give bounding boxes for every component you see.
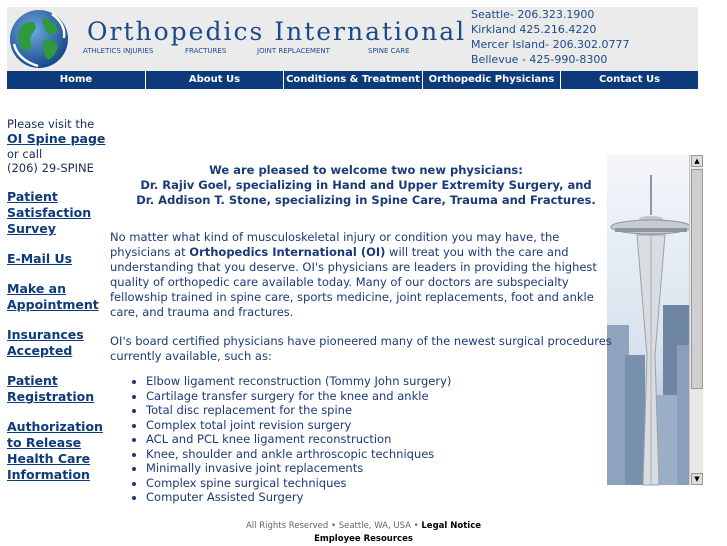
phone-bellevue: Bellevue - 425-990-8300 [471,53,608,66]
nav-home[interactable]: Home [59,74,93,85]
content-scrollbar[interactable] [689,155,703,485]
procedures-intro: OI's board certified physicians have pioneered many of the newest surgical procedures currently available, such as: [110,334,612,363]
specialty-athletics: ATHLETICS INJURIES [83,47,154,55]
main-nav [7,71,698,89]
nav-orthopedic-physicians[interactable]: Orthopedic Physicians [428,74,555,85]
list-item: • Complex total joint revision surgery [146,418,622,433]
brand-name: Orthopedics International [87,17,467,46]
phone-list [471,7,698,67]
employee-resources-link[interactable]: Employee Resources [314,534,413,544]
authorization-release-link[interactable]: Authorization to Release Health Care Information [7,419,103,482]
welcome-line: We are pleased to welcome two new physicians: [209,163,523,177]
oi-spine-link[interactable]: OI Spine page [7,131,106,146]
nav-contact-us[interactable]: Contact Us [598,74,661,85]
visit-text: Please visit the [7,117,95,131]
procedures-list [146,374,622,505]
welcome-announcement [110,163,622,208]
phone-seattle: Seattle- 206.323.1900 [471,8,595,21]
main-text [110,155,622,505]
patient-satisfaction-survey-link[interactable]: Patient Satisfaction Survey [7,189,92,236]
phone-mercer-island: Mercer Island- 206.302.0777 [471,38,630,51]
scroll-thumb[interactable] [691,169,703,389]
specialty-joint: JOINT REPLACEMENT [257,47,330,55]
specialty-fractures: FRACTURES [185,47,227,55]
scroll-down-icon[interactable]: ▼ [691,473,703,485]
scroll-up-icon[interactable]: ▲ [691,155,703,167]
phone-kirkland: Kirkland 425.216.4220 [471,23,597,36]
specialty-spine: SPINE CARE [368,47,410,55]
list-item: • Computer Assisted Surgery [146,490,622,505]
or-call-text: or call [7,147,43,161]
list-item: • Cartilage transfer surgery for the knee and ankle [146,389,622,404]
patient-registration-link[interactable]: Patient Registration [7,373,95,404]
site-footer [0,520,727,546]
make-appointment-link[interactable]: Make an Appointment [7,281,99,312]
intro-text: No matter what kind of musculoskeletal injury or condition you may have, the physicians at [110,230,560,259]
insurances-accepted-link[interactable]: Insurances Accepted [7,327,84,358]
welcome-line: Dr. Rajiv Goel, specializing in Hand and Upper Extremity Surgery, and [140,178,592,192]
email-us-link[interactable]: E-Mail Us [7,251,73,266]
intro-text: will treat you with the care and understanding that you deserve. OI's physicians are leaders in providing the highest quality of orthopedic care available today. Many of our doctors are subspecialty fellowship trained in spine care, sports medicine, joint replacements, foot and ankle care, and trauma and fractures. [110,245,597,319]
list-item: • ACL and PCL knee ligament reconstruction [146,432,622,447]
site-header [7,7,698,71]
intro-paragraph [110,230,622,320]
globe-logo-icon[interactable] [8,8,70,70]
rights-text: All Rights Reserved • Seattle, WA, USA • [245,521,422,531]
content-frame[interactable] [110,155,703,504]
list-item: • Elbow ligament reconstruction (Tommy John surgery) [146,374,622,389]
nav-about-us[interactable]: About Us [188,74,241,85]
list-item: • Total disc replacement for the spine [146,403,622,418]
spine-phone: (206) 29-SPINE [7,161,94,175]
list-item: • Knee, shoulder and ankle arthroscopic techniques [146,447,622,462]
sidebar [7,117,107,483]
list-item: • Complex spine surgical techniques [146,476,622,491]
org-name: Orthopedics International (OI) [189,245,386,259]
list-item: • Minimally invasive joint replacements [146,461,622,476]
nav-conditions-treatment[interactable]: Conditions & Treatment [286,74,420,85]
welcome-line: Dr. Addison T. Stone, specializing in Spine Care, Trauma and Fractures. [136,193,596,207]
legal-notice-link[interactable]: Legal Notice [421,521,481,531]
